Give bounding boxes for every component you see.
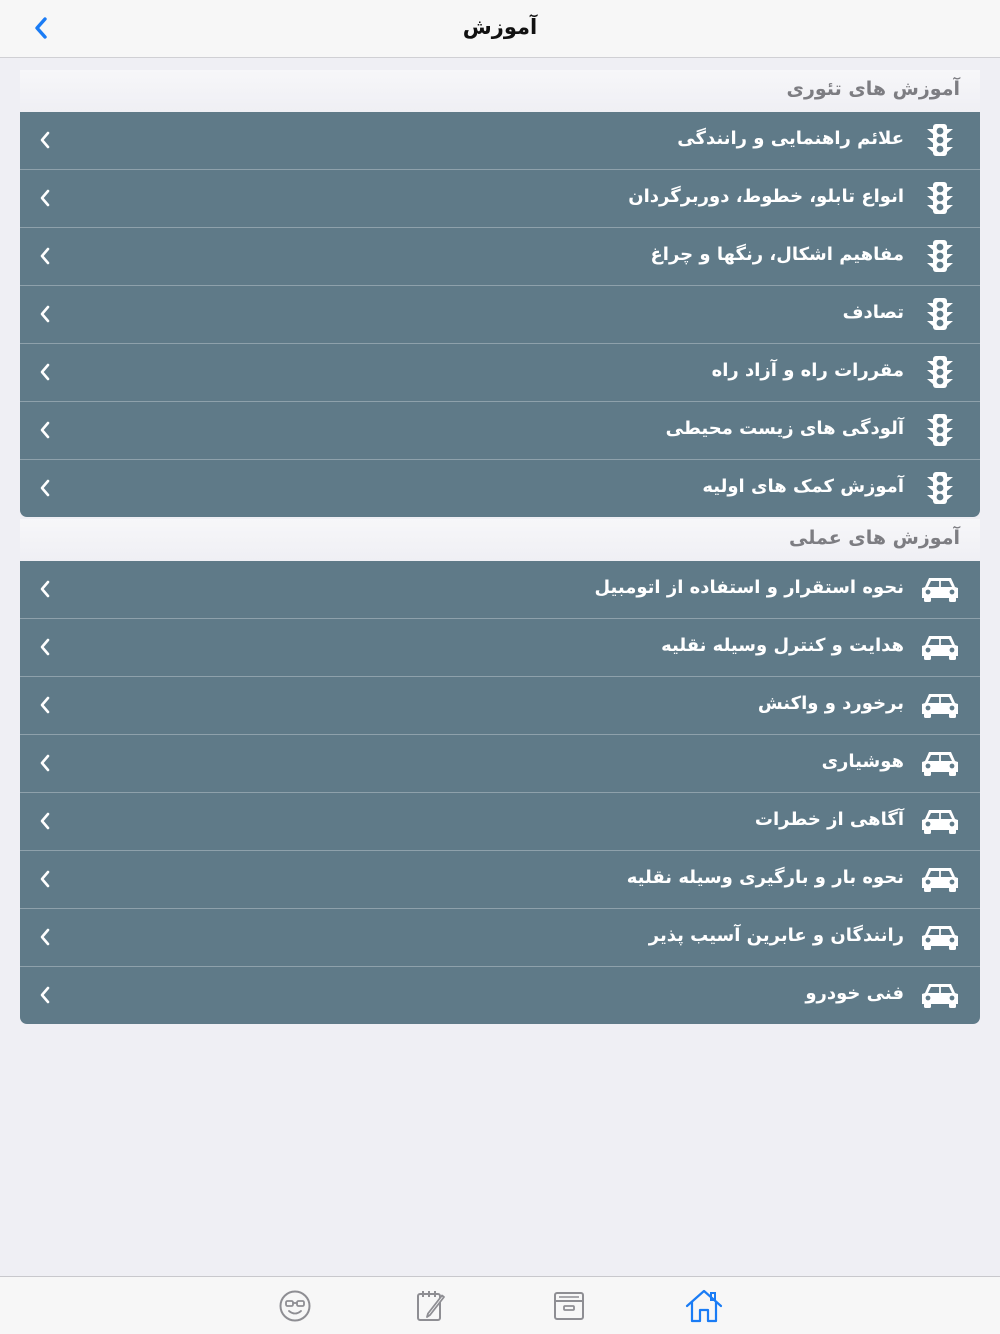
chevron-left-icon xyxy=(36,694,54,716)
list-item-label: تصادف xyxy=(842,302,904,323)
traffic-light-icon xyxy=(918,412,962,448)
list-item-label: مفاهیم اشکال، رنگها و چراغ xyxy=(650,244,904,265)
chevron-left-icon xyxy=(36,129,54,151)
chevron-left-icon xyxy=(36,752,54,774)
chevron-left-icon xyxy=(36,187,54,209)
section-practical xyxy=(20,519,980,1024)
archive-box-icon xyxy=(551,1289,587,1323)
traffic-light-icon xyxy=(918,470,962,506)
list-item[interactable] xyxy=(20,677,980,735)
list-item[interactable] xyxy=(20,460,980,517)
notepad-pencil-icon xyxy=(413,1288,449,1324)
list-item-label: آگاهی از خطرات xyxy=(754,809,904,830)
list-item-label: نحوه بار و بارگیری وسیله نقلیه xyxy=(626,867,904,888)
car-icon xyxy=(918,977,962,1013)
tab-profile[interactable] xyxy=(274,1287,316,1325)
list-item-label: فنی خودرو xyxy=(805,983,904,1004)
chevron-left-icon xyxy=(36,868,54,890)
list-item[interactable] xyxy=(20,112,980,170)
car-icon xyxy=(918,745,962,781)
car-icon xyxy=(918,687,962,723)
traffic-light-icon xyxy=(918,296,962,332)
chevron-left-icon xyxy=(36,361,54,383)
traffic-light-icon xyxy=(918,122,962,158)
list-item-label: مقررات راه و آزاد راه xyxy=(711,360,904,381)
content xyxy=(20,70,980,1026)
car-icon xyxy=(918,803,962,839)
car-icon xyxy=(918,919,962,955)
chevron-left-icon xyxy=(36,810,54,832)
traffic-light-icon xyxy=(918,180,962,216)
list-item-label: برخورد و واکنش xyxy=(757,693,904,714)
car-icon xyxy=(918,629,962,665)
smiley-glasses-icon xyxy=(278,1289,312,1323)
list-item[interactable] xyxy=(20,561,980,619)
list-item[interactable] xyxy=(20,851,980,909)
theory-list xyxy=(20,112,980,517)
list-item[interactable] xyxy=(20,402,980,460)
list-item[interactable] xyxy=(20,170,980,228)
section-header: آموزش های تئوری xyxy=(20,70,980,112)
list-item-label: آلودگی های زیست محیطی xyxy=(665,418,904,439)
list-item[interactable] xyxy=(20,909,980,967)
chevron-left-icon xyxy=(36,303,54,325)
list-item-label: آموزش کمک های اولیه xyxy=(702,476,904,497)
list-item[interactable] xyxy=(20,967,980,1024)
car-icon xyxy=(918,571,962,607)
chevron-left-icon xyxy=(36,477,54,499)
tab-exam[interactable] xyxy=(410,1287,452,1325)
list-item[interactable] xyxy=(20,286,980,344)
chevron-left-icon xyxy=(36,419,54,441)
list-item-label: رانندگان و عابرین آسیب پذیر xyxy=(648,925,904,946)
list-item-label: انواع تابلو، خطوط، دوربرگردان xyxy=(628,186,904,207)
list-item[interactable] xyxy=(20,344,980,402)
traffic-light-icon xyxy=(918,238,962,274)
chevron-left-icon xyxy=(36,578,54,600)
tab-archive[interactable] xyxy=(548,1287,590,1325)
traffic-light-icon xyxy=(918,354,962,390)
list-item-label: هوشیاری xyxy=(821,751,904,772)
home-icon xyxy=(684,1288,724,1324)
chevron-left-icon xyxy=(36,245,54,267)
list-item-label: نحوه استقرار و استفاده از اتومبیل xyxy=(594,577,904,598)
chevron-left-icon xyxy=(36,984,54,1006)
list-item-label: علائم راهنمایی و رانندگی xyxy=(677,128,904,149)
list-item[interactable] xyxy=(20,228,980,286)
chevron-left-icon xyxy=(36,926,54,948)
list-item[interactable] xyxy=(20,619,980,677)
practical-list xyxy=(20,561,980,1024)
navigation-bar xyxy=(0,0,1000,58)
tab-bar xyxy=(0,1276,1000,1334)
list-item[interactable] xyxy=(20,735,980,793)
page-title: آموزش xyxy=(462,15,538,39)
car-icon xyxy=(918,861,962,897)
tab-home[interactable] xyxy=(683,1287,725,1325)
list-item-label: هدایت و کنترل وسیله نقلیه xyxy=(661,635,904,656)
section-header: آموزش های عملی xyxy=(20,519,980,561)
section-theory xyxy=(20,70,980,517)
chevron-left-icon xyxy=(36,636,54,658)
list-item[interactable] xyxy=(20,793,980,851)
